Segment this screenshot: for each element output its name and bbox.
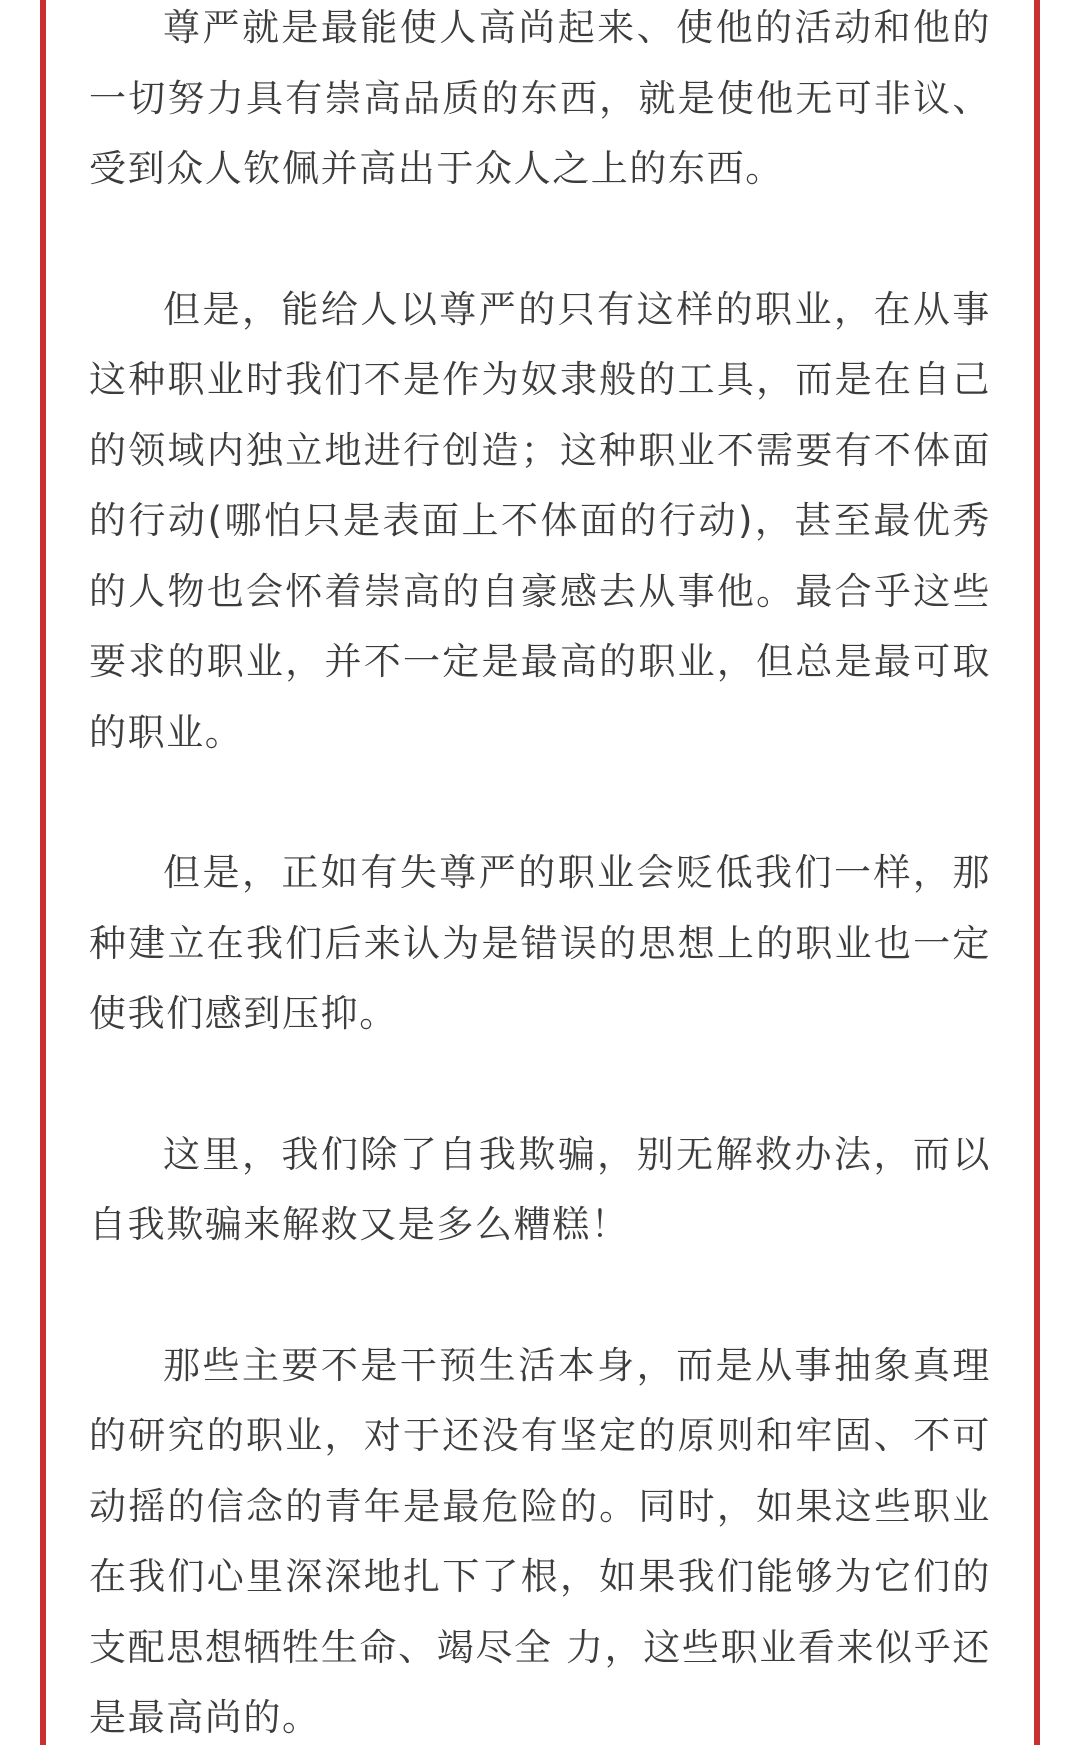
paragraph-independent-profession: 但是，能给人以尊严的只有这样的职业，在从事这种职业时我们不是作为奴隶般的工具，而是在自己的领域内独立地进行创造；这种职业不需要有不体面的行动(哪怕只是表面上不体面的行动)，甚至最优秀的人物也会怀着崇高的自豪感去从事他。最合乎这些要求的职业，并不一定是最高的职业，但总是最可取的职业。 <box>89 287 991 754</box>
right-border-line <box>1034 0 1040 1745</box>
paragraph-oppression: 但是，正如有失尊严的职业会贬低我们一样，那种建立在我们后来认为是错误的思想上的职业也一定使我们感到压抑。 <box>89 851 991 1035</box>
paragraph-self-deception: 这里，我们除了自我欺骗，别无解救办法，而以自我欺骗来解救又是多么糟糕！ <box>89 1132 991 1246</box>
paragraph-dignity: 尊严就是最能使人高尚起来、使他的活动和他的一切努力具有崇高品质的东西，就是使他无可非议、受到众人钦佩并高出于众人之上的东西。 <box>89 6 991 190</box>
article-body <box>89 0 991 1754</box>
left-border-line <box>40 0 46 1745</box>
paragraph-abstract-truth: 那些主要不是干预生活本身，而是从事抽象真理的研究的职业，对于还没有坚定的原则和牢固、不可动摇的信念的青年是最危险的。同时，如果这些职业在我们心里深深地扎下了根，如果我们能够为它们的支配思想牺牲生命、竭尽全 力，这些职业看来似乎还是最高尚的。 <box>89 1343 991 1739</box>
